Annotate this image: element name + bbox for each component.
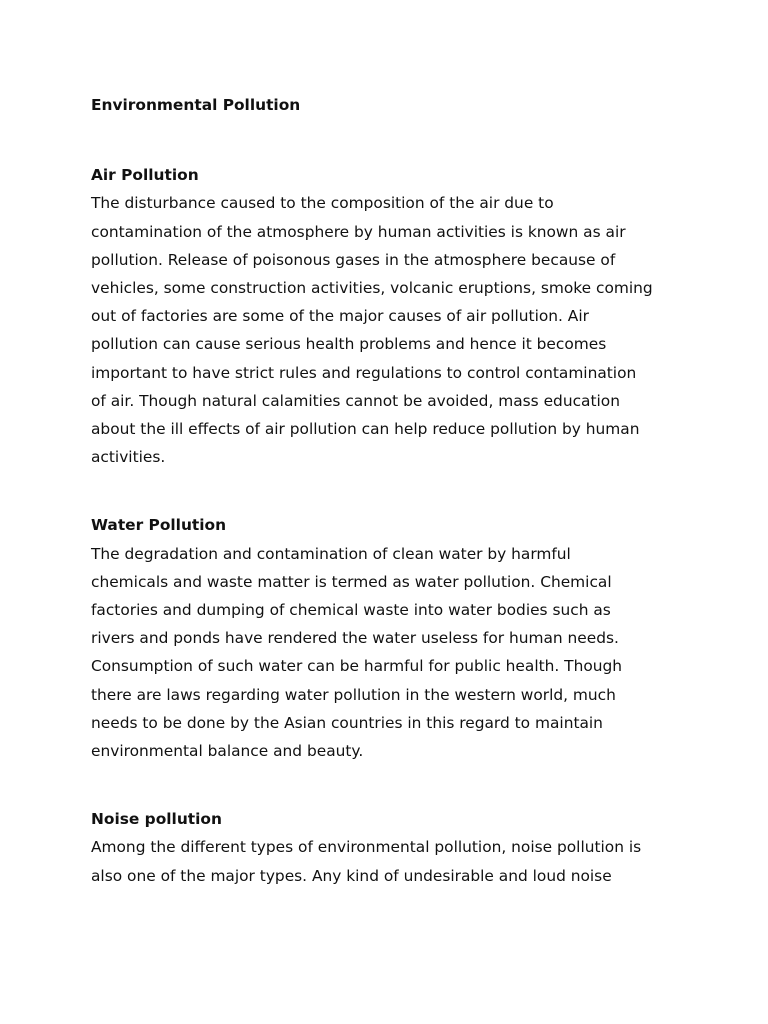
section-noise-pollution (91, 805, 688, 890)
section-body-water-pollution: The degradation and contamination of clean water by harmful chemicals and waste matter is termed as water pollution. Chemical factories and dumping of chemical waste into water bodies such as rivers and ponds have rendered the water useless for human needs. Consumption of such water can be harmful for public health. Though there are laws regarding water pollution in the western world, much needs to be done by the Asian countries in this regard to maintain environmental balance and beauty. (91, 544, 623, 761)
section-body-air-pollution: The disturbance caused to the composition of the air due to contamination of the atmosphere by human activities is known as air pollution. Release of poisonous gases in the atmosphere because of vehicles, some construction activities, volcanic eruptions, smoke coming out of factories are some of the major causes of air pollution. Air pollution can cause serious health problems and hence it becomes important to have strict rules and regulations to control contamination of air. Though natural calamities cannot be avoided, mass education about the ill effects of air pollution can help reduce pollution by human activities. (91, 194, 653, 467)
section-air-pollution (91, 161, 688, 471)
section-heading-air-pollution: Air Pollution (91, 166, 199, 185)
section-body-noise-pollution: Among the different types of environmental pollution, noise pollution is also one of the major types. Any kind of undesirable and loud noise (91, 838, 642, 885)
section-water-pollution (91, 511, 688, 765)
document-title: Environmental Pollution (91, 96, 301, 114)
section-heading-water-pollution: Water Pollution (91, 516, 227, 535)
section-heading-noise-pollution: Noise pollution (91, 810, 222, 829)
